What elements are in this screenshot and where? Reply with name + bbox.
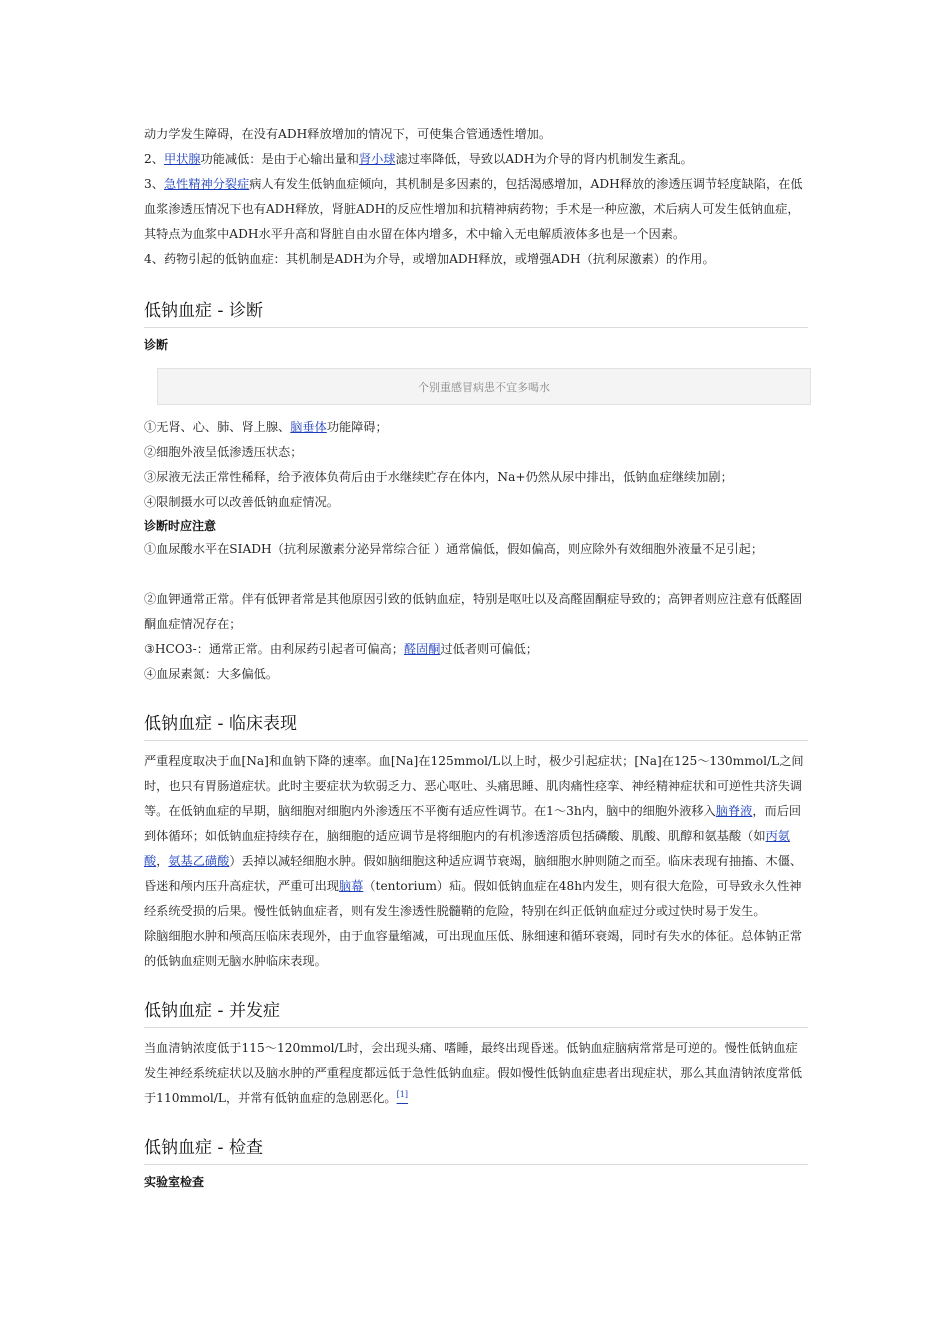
section-title-complication: 低钠血症 - 并发症: [144, 999, 808, 1028]
diagnosis-item-1: [144, 415, 808, 440]
link-glomerulus[interactable]: 肾小球: [358, 152, 396, 166]
section-title-clinical: 低钠血症 - 临床表现: [144, 712, 808, 741]
link-csf[interactable]: 脑脊液: [715, 804, 753, 818]
paragraph-text: （tentorium）疝。假如低钠血症在48h内发生，则有很大危险，可导致永久性神经系统受损的后果。慢性低钠血症者，则有发生渗透性脱髓鞘的危险，特别在纠正低钠血症过分或过快时易于发生。: [144, 879, 802, 918]
paragraph-text: ，而后回到体循环；如低钠血症持续存在，脑细胞的适应调节是将细胞内的有机渗透溶质包括磷酸、肌酸、肌醇和氨基酸（如: [144, 804, 802, 843]
note-item-4: ④血尿素氮：大多偏低。: [144, 667, 279, 681]
note-item-2: ②血钾通常正常。伴有低钾者常是其他原因引致的低钠血症，特别是呕吐以及高醛固酮症导致的；高钾者则应注意有低醛固酮血症情况存在；: [144, 592, 803, 631]
note-item-3: [144, 637, 808, 662]
item-text: 过低者则可偏低；: [440, 642, 538, 656]
cause-item-3: [144, 172, 808, 247]
tip-banner[interactable]: [157, 368, 811, 405]
item-prefix: 3、: [144, 177, 164, 191]
diagnosis-item-3: ③尿液无法正常性稀释，给予液体负荷后由于水继续贮存在体内，Na+仍然从尿中排出，低钠血症继续加剧；: [144, 470, 733, 484]
item-text: ①无肾、心、肺、肾上腺、: [144, 420, 291, 434]
item-text: 功能减低：是由于心输出量和: [200, 152, 359, 166]
diagnosis-item-4: ④限制摄水可以改善低钠血症情况。: [144, 495, 339, 509]
paragraph: 动力学发生障碍，在没有ADH释放增加的情况下，可使集合管通透性增加。: [144, 127, 552, 141]
link-acute-schizophrenia[interactable]: 急性精神分裂症: [163, 177, 250, 191]
tip-text: 个别重感冒病患不宜多喝水: [418, 380, 550, 394]
paragraph-text: ，: [156, 854, 169, 868]
paragraph-text: 严重程度取决于血[Na]和血钠下降的速率。血[Na]在125mmol/L以上时，极少引起症状；[Na]在125～130mmol/L之间时，也只有胃肠道症状。此时主要症状为软弱乏力、恶心呕吐、头痛思睡、肌肉痛性痉挛、神经精神症状和可逆性共济失调等。在低钠血症的早期，脑细胞对细胞内外渗透压不平衡有适应性调节。在1～3h内，脑中的细胞外液移入: [144, 754, 804, 818]
reference-link[interactable]: [397, 1091, 408, 1105]
paragraph-text: 当血清钠浓度低于115～120mmol/L时，会出现头痛、嗜睡，最终出现昏迷。低钠血症脑病常常是可逆的。慢性低钠血症发生神经系统症状以及脑水肿的严重程度都远低于急性低钠血症。假如慢性低钠血症患者出现症状，那么其血清钠浓度常低于110mmol/L，并常有低钠血症的急剧恶化。: [144, 1041, 803, 1105]
clinical-paragraph-2: 除脑细胞水肿和颅高压临床表现外，由于血容量缩减，可出现血压低、脉细速和循环衰竭，同时有失水的体征。总体钠正常的低钠血症则无脑水肿临床表现。: [144, 929, 803, 968]
reference-marker: [1]: [396, 1089, 408, 1099]
clinical-paragraph-1: [144, 749, 808, 924]
link-tentorium[interactable]: 脑幕: [339, 879, 364, 893]
subheading-diagnosis: 诊断: [144, 338, 169, 352]
cause-item-2: [144, 147, 808, 172]
link-aldosterone[interactable]: 醛固酮: [403, 642, 441, 656]
link-taurine[interactable]: 氨基乙磺酸: [168, 854, 230, 868]
item-text: 滤过率降低，导致以ADH为介导的肾内机制发生紊乱。: [395, 152, 693, 166]
link-alanine[interactable]: 丙氨酸: [144, 829, 790, 868]
link-pituitary[interactable]: 脑垂体: [290, 420, 327, 434]
item-text: 功能障碍；: [326, 420, 388, 434]
section-title-diagnosis: 低钠血症 - 诊断: [144, 299, 808, 328]
article-content: [144, 122, 808, 1193]
item-text: 病人有发生低钠血症倾向，其机制是多因素的，包括渴感增加，ADH释放的渗透压调节轻度缺陷，在低血浆渗透压情况下也有ADH释放，肾脏ADH的反应性增加和抗精神病药物；手术是一种应激，术后病人可发生低钠血症，其特点为血浆中ADH水平升高和肾脏自由水留在体内增多，术中输入无电解质液体多也是一个因素。: [144, 177, 803, 241]
subheading-diagnosis-notes: 诊断时应注意: [144, 519, 217, 533]
paragraph-text: ）丢掉以减轻细胞水肿。假如脑细胞这种适应调节衰竭，脑细胞水肿则随之而至。临床表现有抽搐、木僵、昏迷和颅内压升高症状，严重可出现: [144, 854, 803, 893]
section-title-exam: 低钠血症 - 检查: [144, 1136, 808, 1165]
note-item-1: ①血尿酸水平在SIADH（抗利尿激素分泌异常综合征 ）通常偏低，假如偏高，则应除外有效细胞外液量不足引起；: [144, 542, 764, 556]
link-thyroid[interactable]: 甲状腺: [163, 152, 201, 166]
subheading-lab-exam: 实验室检查: [144, 1175, 205, 1189]
complication-paragraph: [144, 1036, 808, 1111]
cause-item-4: 4、药物引起的低钠血症：其机制是ADH为介导，或增加ADH释放，或增强ADH（抗利尿激素）的作用。: [144, 252, 715, 266]
item-prefix: 2、: [144, 152, 164, 166]
diagnosis-item-2: ②细胞外液呈低渗透压状态；: [144, 445, 303, 459]
item-text: ③HCO3-：通常正常。由利尿药引起者可偏高；: [144, 642, 404, 656]
